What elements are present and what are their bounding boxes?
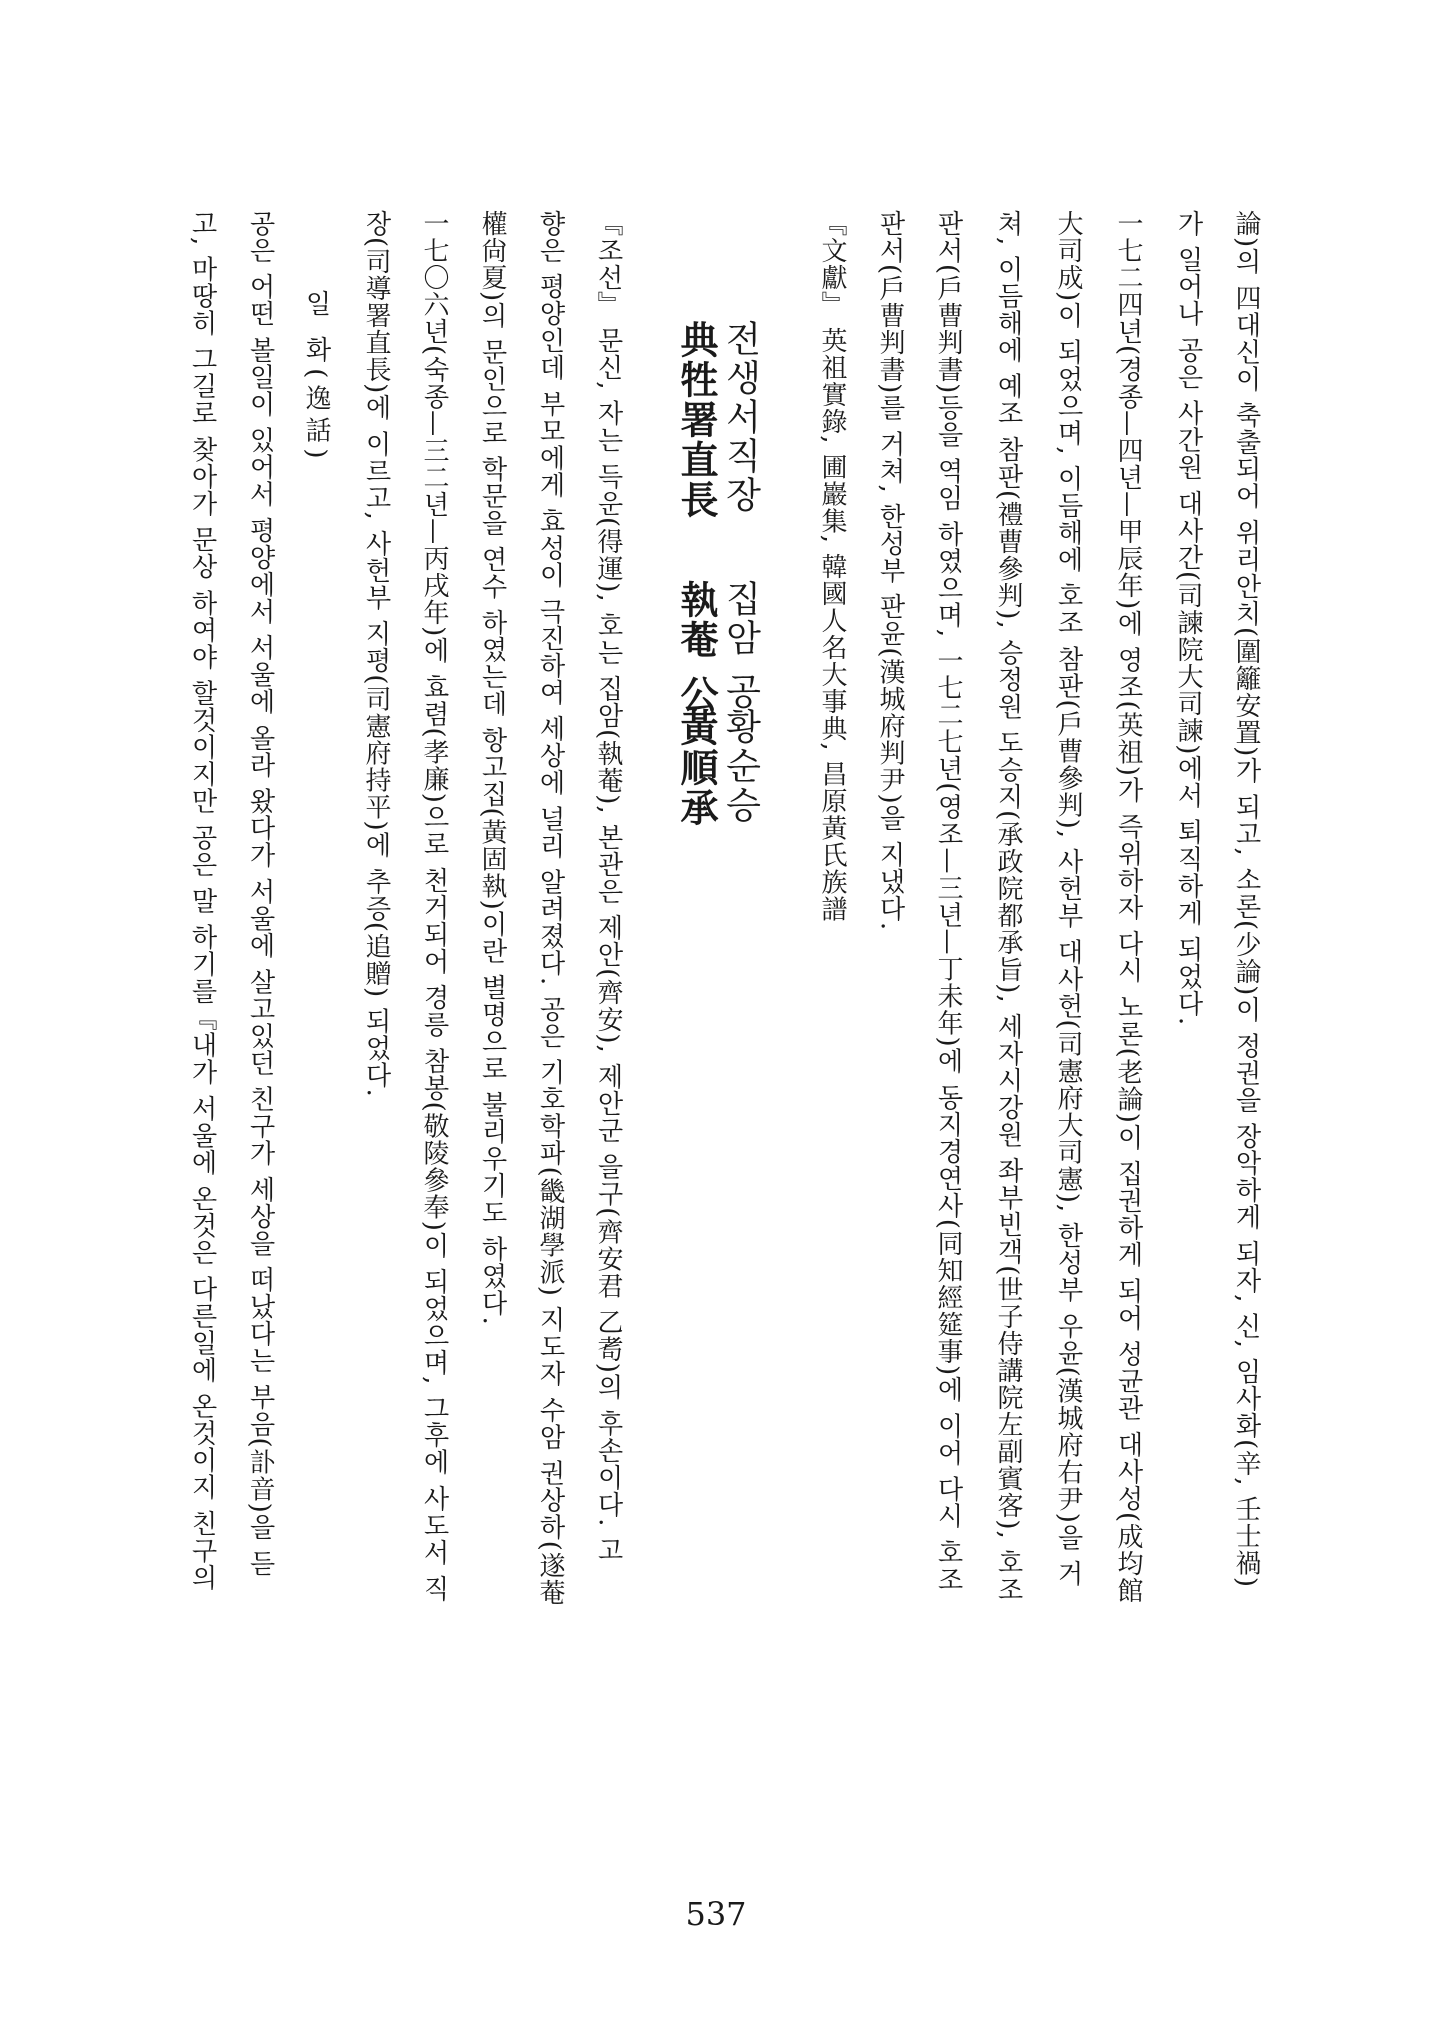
title-korean-lower: 집암 공	[720, 580, 761, 712]
text-column-13: 장(司導署直長)에 이르고, 사헌부 지평(司憲府持平)에 추증(追贈) 되었다.	[361, 210, 391, 1098]
section-heading-anecdote: 일 화(逸話)	[301, 290, 331, 465]
text-column-9: 『조선』 문신, 자는 득운(得運), 호는 집암(執菴), 본관은 제안(齊安), 제안군 을구(齊安君 乙耉)의 후손이다. 고	[593, 210, 623, 1564]
text-column-12: 一七〇六년(숙종—三二년—丙戌年)에 효렴(孝廉)으로 천거되어 경릉 참봉(敬陵參奉)이 되었으며, 그후에 사도서 직	[419, 210, 449, 1603]
text-column-10: 향은 평양인데 부모에게 효성이 극진하여 세상에 널리 알려졌다. 공은 기호학파(畿湖學派) 지도자 수암 권상하(遂菴	[535, 210, 565, 1606]
text-column-2: 가 일어나 공은 사간원 대사간(司諫院大司諫)에서 퇴직하게 되었다.	[1173, 210, 1203, 1027]
title-hanja-lower: 執菴 公	[674, 580, 719, 716]
page-number: 537	[685, 1895, 747, 1933]
title-korean-name: 황순승	[720, 708, 761, 825]
text-column-4: 大司成)이 되었으며, 이듬해에 호조 참판(戶曹參判), 사헌부 대사헌(司憲府大司憲), 한성부 우윤(漢城府右尹)을 거	[1053, 210, 1083, 1588]
text-column-11: 權尙夏)의 문인으로 학문을 연수 하였는데 항고집(黃固執)이란 별명으로 불리우기도 하였다.	[477, 210, 507, 1326]
text-column-3: 一七二四년(경종—四년—甲辰年)에 영조(英祖)가 즉위하자 다시 노론(老論)이 집권하게 되어 성균관 대사성(成均館	[1113, 210, 1143, 1605]
text-column-5: 쳐, 이듬해에 예조 참판(禮曹參判), 승정원 도승지(承政院都承旨), 세자시강원 좌부빈객(世子侍講院左副賓客), 호조	[993, 210, 1023, 1604]
title-hanja-name: 黃順承	[674, 708, 719, 828]
text-column-15: 공은 어떤 볼일이 있어서 평양에서 서울에 올라 왔다가 서울에 살고있던 친구가 세상을 떠났다는 부음(訃音)을 듣	[245, 210, 275, 1577]
text-column-16: 고, 마땅히 그길로 찾아가 문상 하여야 할것이지만 공은 말 하기를『내가 서울에 온것은 다른일에 온것이지 친구의	[187, 210, 217, 1591]
title-hanja-upper: 典牲署直長	[674, 320, 719, 520]
text-column-6: 판서(戶曹判書)등을 역임 하였으며, 一七二七년(영조—三년—丁未年)에 동지경연사(同知經筵事)에 이어 다시 호조	[933, 210, 963, 1593]
text-column-7: 판서(戶曹判書)를 거쳐, 한성부 판윤(漢城府判尹)을 지냈다.	[875, 210, 905, 932]
text-column-1: 論)의 四대신이 축출되어 위리안치(圍籬安置)가 되고, 소론(少論)이 정권을 장악하게 되자, 신, 임사화(辛, 壬士禍)	[1231, 210, 1261, 1588]
title-korean-upper: 전생서직장	[720, 320, 761, 515]
text-column-8: 『文獻』 英祖實錄, 圃巖集, 韓國人名大事典, 昌原黃氏族譜	[817, 210, 847, 923]
